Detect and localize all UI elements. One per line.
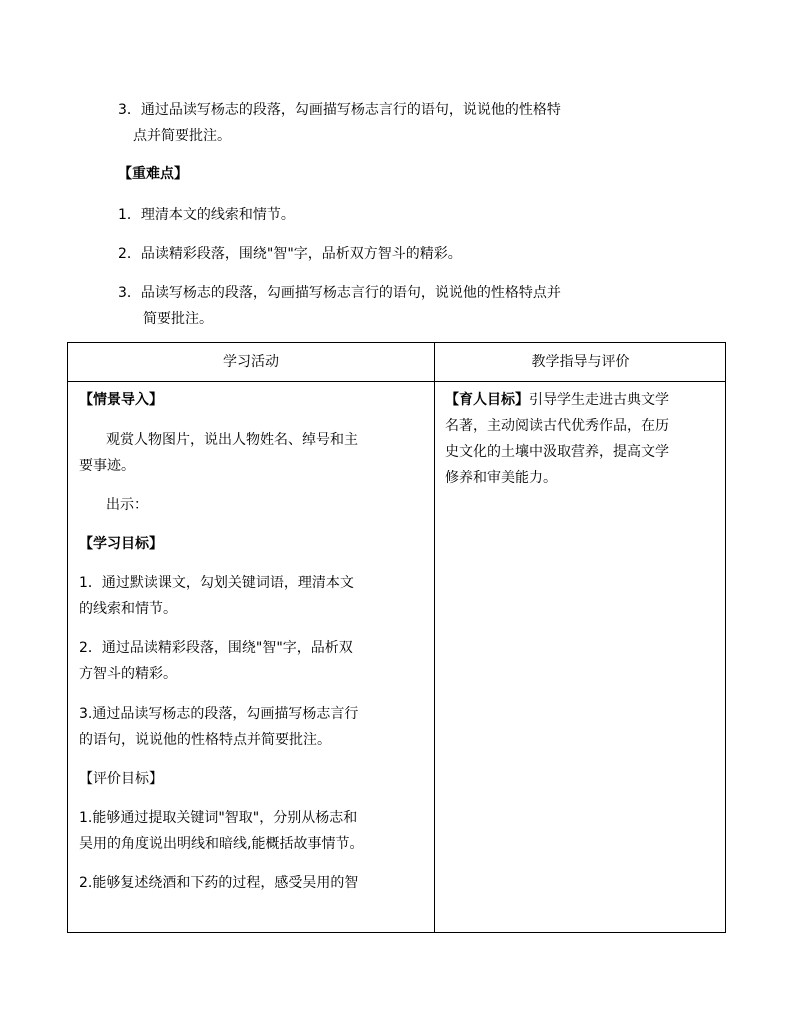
column-divider xyxy=(434,343,435,932)
objective-3-line2: 点并简要批注。 xyxy=(133,128,231,144)
header-divider xyxy=(68,381,725,382)
eval-1-line2: 吴用的角度说出明线和暗线,能概括故事情节。 xyxy=(79,836,364,852)
learning-goals-heading: 【学习目标】 xyxy=(79,536,163,552)
education-goal-line2: 名著，主动阅读古代优秀作品，在历 xyxy=(445,418,669,434)
goal-2-line2: 方智斗的精彩。 xyxy=(79,666,177,682)
goal-1-line1: 1．通过默读课文，勾划关键词语，理清本文 xyxy=(79,575,354,591)
goal-1-line2: 的线索和情节。 xyxy=(79,601,177,617)
key-point-2: 2．品读精彩段落，围绕"智"字，品析双方智斗的精彩。 xyxy=(118,246,462,262)
evaluation-goals-heading: 【评价目标】 xyxy=(79,771,163,787)
goal-2-line1: 2．通过品读精彩段落，围绕"智"字，品析双 xyxy=(79,640,353,656)
scene-intro-heading: 【情景导入】 xyxy=(79,392,163,408)
header-learning-activities: 学习活动 xyxy=(223,354,279,370)
scene-intro-line2: 要事迹。 xyxy=(79,458,135,474)
scene-intro-line1: 观赏人物图片，说出人物姓名、绰号和主 xyxy=(106,432,358,448)
key-point-3-line1: 3．品读写杨志的段落，勾画描写杨志言行的语句，说说他的性格特点并 xyxy=(118,285,561,301)
education-goal-line4: 修养和审美能力。 xyxy=(445,470,557,486)
goal-3-line1: 3.通过品读写杨志的段落，勾画描写杨志言行 xyxy=(79,706,359,722)
header-guidance-evaluation: 教学指导与评价 xyxy=(531,354,630,370)
key-point-1: 1．理清本文的线索和情节。 xyxy=(118,207,295,223)
education-goal-text-start: 引导学生走进古典文学 xyxy=(529,392,669,408)
education-goal-line3: 史文化的土壤中汲取营养，提高文学 xyxy=(445,444,669,460)
eval-1-line1: 1.能够通过提取关键词"智取"，分别从杨志和 xyxy=(79,810,358,826)
show-label: 出示： xyxy=(106,497,148,513)
objective-3-line1: 3．通过品读写杨志的段落，勾画描写杨志言行的语句，说说他的性格特 xyxy=(118,102,561,118)
key-points-heading: 【重难点】 xyxy=(118,166,188,182)
lesson-table xyxy=(67,342,726,933)
education-goal-label: 【育人目标】 xyxy=(445,392,529,408)
education-goal-line1 xyxy=(445,390,669,410)
eval-2-line1: 2.能够复述绕酒和下药的过程，感受吴用的智 xyxy=(79,875,359,891)
goal-3-line2: 的语句，说说他的性格特点并简要批注。 xyxy=(79,732,331,748)
key-point-3-line2: 简要批注。 xyxy=(143,311,213,327)
